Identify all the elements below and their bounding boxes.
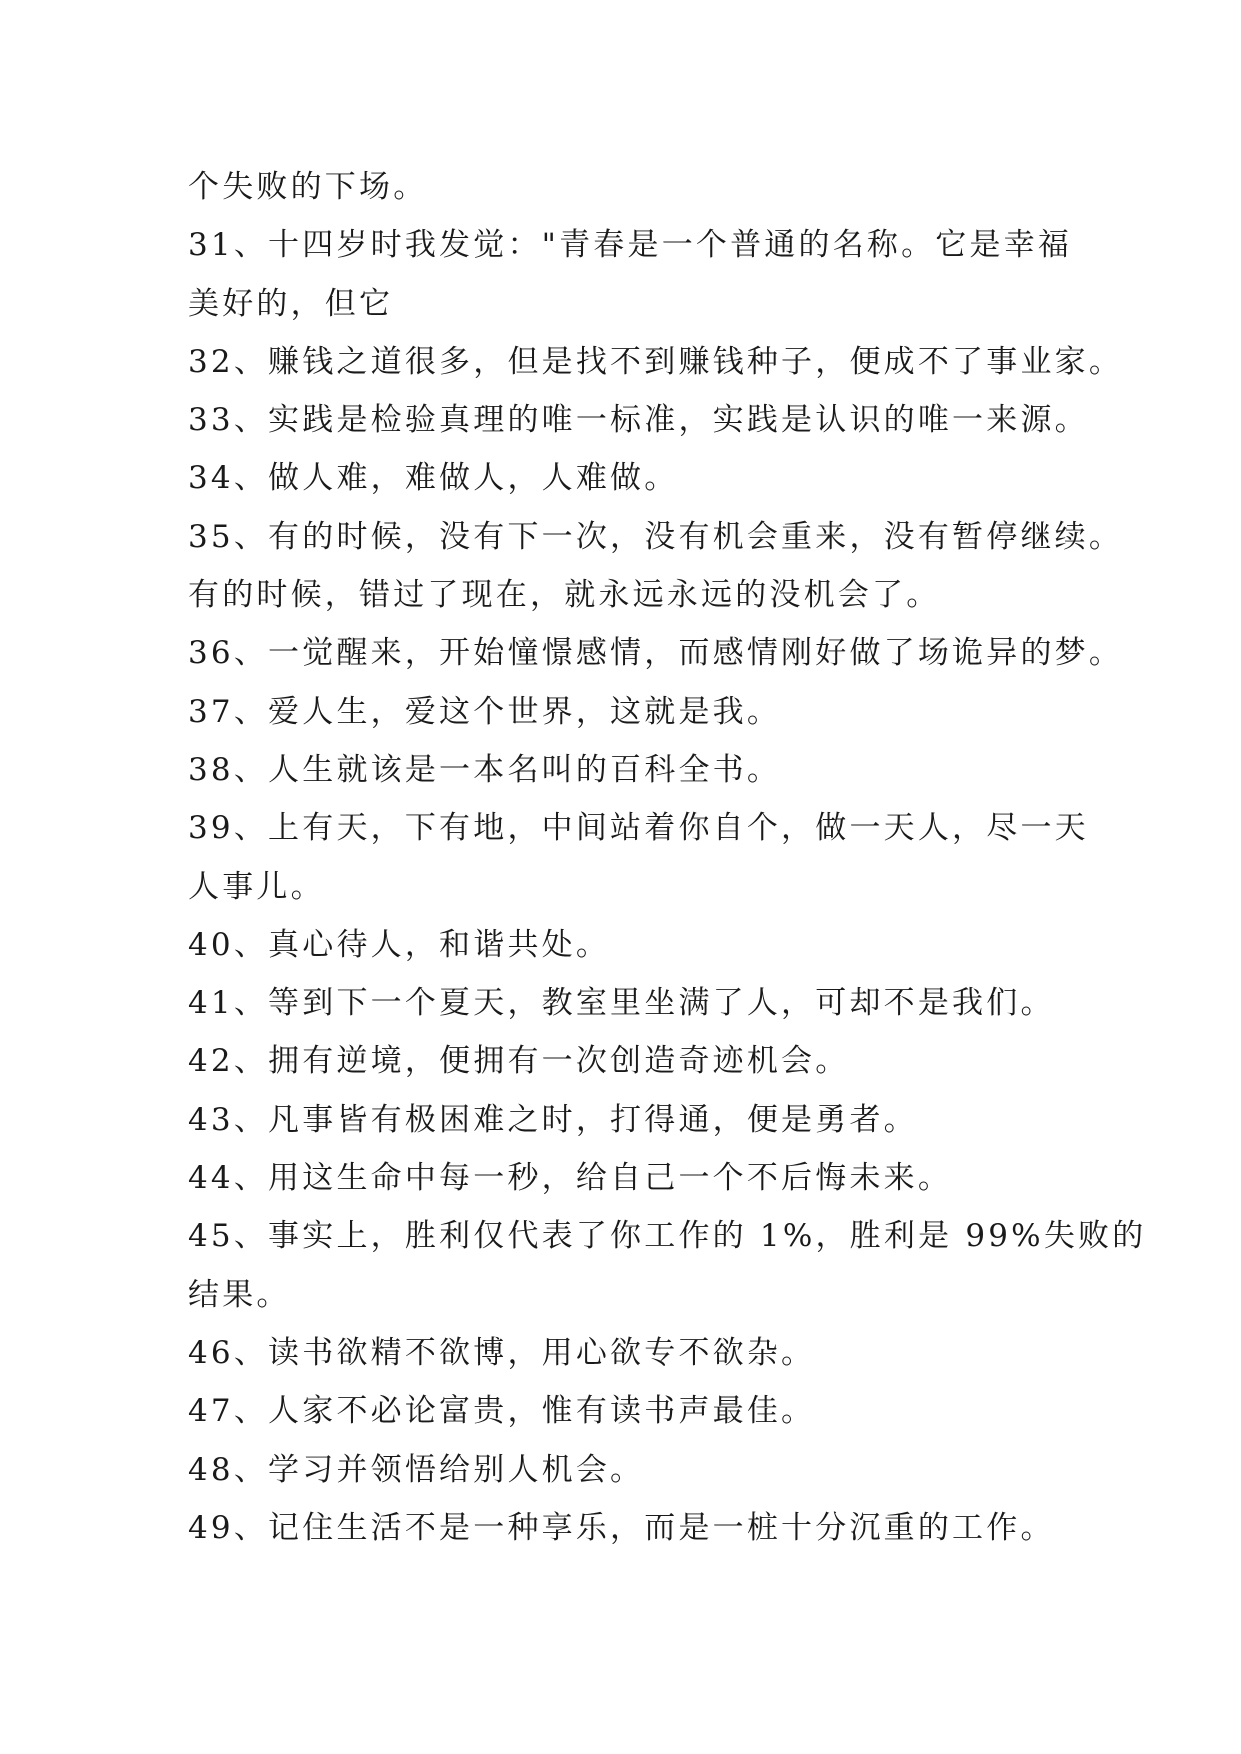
text-line: 47、人家不必论富贵，惟有读书声最佳。 bbox=[188, 1393, 816, 1430]
text-line: 48、学习并领悟给别人机会。 bbox=[188, 1451, 645, 1488]
text-line: 33、实践是检验真理的唯一标准，实践是认识的唯一来源。 bbox=[188, 402, 1089, 439]
text-line: 37、爱人生，爱这个世界，这就是我。 bbox=[188, 693, 782, 730]
text-line: 34、做人难，难做人，人难做。 bbox=[188, 460, 679, 497]
text-line: 31、十四岁时我发觉："青春是一个普通的名称。它是幸福 bbox=[188, 227, 1073, 264]
text-line: 40、真心待人，和谐共处。 bbox=[188, 926, 611, 963]
text-line: 美好的，但它 bbox=[188, 285, 394, 322]
document-body bbox=[188, 158, 1147, 1557]
text-line: 43、凡事皆有极困难之时，打得通，便是勇者。 bbox=[188, 1101, 918, 1138]
text-line: 45、事实上，胜利仅代表了你工作的 1%，胜利是 99%失败的 bbox=[188, 1218, 1147, 1255]
text-line: 44、用这生命中每一秒，给自己一个不后悔未来。 bbox=[188, 1160, 953, 1197]
text-line: 35、有的时候，没有下一次，没有机会重来，没有暂停继续。 bbox=[188, 518, 1124, 555]
text-line: 41、等到下一个夏天，教室里坐满了人，可却不是我们。 bbox=[188, 985, 1055, 1022]
text-line: 39、上有天，下有地，中间站着你自个，做一天人，尽一天 bbox=[188, 810, 1089, 847]
text-line: 有的时候，错过了现在，就永远永远的没机会了。 bbox=[188, 577, 941, 614]
text-line: 36、一觉醒来，开始憧憬感情，而感情刚好做了场诡异的梦。 bbox=[188, 635, 1124, 672]
text-line: 个失败的下场。 bbox=[188, 169, 428, 205]
text-line: 42、拥有逆境，便拥有一次创造奇迹机会。 bbox=[188, 1043, 850, 1080]
text-line: 人事儿。 bbox=[188, 868, 325, 905]
text-line: 38、人生就该是一本名叫的百科全书。 bbox=[188, 751, 782, 788]
text-line: 49、记住生活不是一种享乐，而是一桩十分沉重的工作。 bbox=[188, 1509, 1055, 1546]
text-line: 46、读书欲精不欲博，用心欲专不欲杂。 bbox=[188, 1334, 816, 1371]
text-line: 32、赚钱之道很多，但是找不到赚钱种子，便成不了事业家。 bbox=[188, 343, 1124, 380]
text-line: 结果。 bbox=[188, 1276, 291, 1313]
